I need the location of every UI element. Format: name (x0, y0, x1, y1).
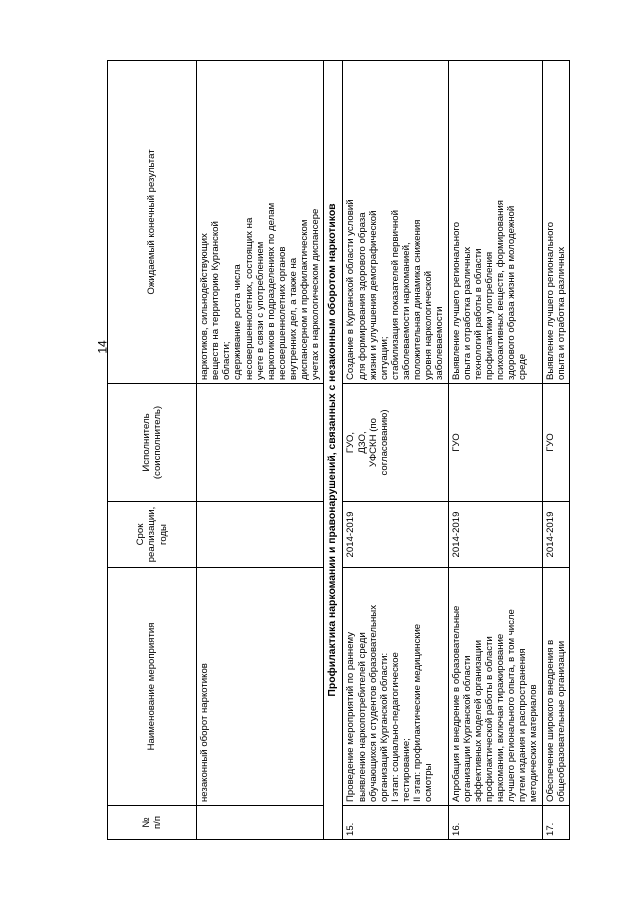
text-line: наркотиков, сильнодействующих (199, 233, 210, 380)
cell-term: 2014-2019 (542, 502, 569, 568)
text-line: здорового образа жизни в молодежной (506, 205, 518, 380)
text-line: ГУО (450, 433, 462, 452)
text-line: области; (221, 341, 233, 380)
text-line: I этап: социально-педагогическое (389, 652, 401, 802)
text-line: учетах в наркологическом диспансере (310, 208, 322, 380)
cell-term: 2014-2019 (448, 502, 542, 568)
cell-result (542, 61, 569, 384)
text-line: психоактивных веществ, формирования (495, 200, 507, 380)
text-line: организаций Курганской области: (378, 652, 390, 802)
text-line: веществ на территорию Курганской (210, 221, 222, 380)
cell-name (448, 568, 542, 806)
text-line: методических материалов (528, 684, 540, 802)
page-number: 14 (95, 340, 110, 354)
text-line: учете в связи с употреблением (254, 241, 266, 380)
section-title: Профилактика наркомании и правонарушений, связанных с незаконным оборотом наркотиков (324, 61, 343, 840)
plan-table (107, 60, 570, 840)
cell-result (448, 61, 542, 384)
cell-result (343, 61, 448, 384)
cell-exec (448, 384, 542, 502)
text-line: путем издания и распространения (517, 648, 529, 802)
text-line: профилактической работы в области (483, 636, 495, 802)
cell-num: 15. (343, 806, 448, 840)
text-line: ГУО (544, 433, 556, 452)
text-line: ДЗО, (356, 431, 368, 454)
header-result: Ожидаемый конечный результат (108, 61, 197, 384)
text-line: Апробация и внедрение в образовательные (450, 605, 462, 802)
cell-num: 17. (542, 806, 569, 840)
text-line: сдерживание роста числа (232, 264, 244, 380)
cell-num: 16. (448, 806, 542, 840)
text-line: несовершеннолетних органов (276, 246, 288, 380)
table-row (542, 61, 569, 840)
text-line: заболеваемости наркоманией, (401, 242, 413, 380)
cell-result (197, 61, 324, 384)
section-row (324, 61, 343, 840)
cell-term: 2014-2019 (343, 502, 448, 568)
text-line: Создание в Курганской области условий (345, 199, 357, 380)
text-line: тестирование; (401, 738, 413, 802)
text-line: технологий работы в области (472, 248, 484, 380)
text-line: опыта и отработка различных (555, 246, 567, 380)
header-num: № п/п (108, 806, 197, 840)
text-line: общеобразовательные организации (555, 640, 567, 802)
cell-exec (343, 384, 448, 502)
table-row (448, 61, 542, 840)
text-line: организации Курганской области (461, 655, 473, 802)
text-line: обучающихся и студентов образовательных (367, 605, 379, 802)
cell-name (542, 568, 569, 806)
table-row-continuation (197, 61, 324, 840)
text-line: заболеваемости (434, 306, 446, 380)
text-line: осмотры (423, 763, 435, 802)
header-name: Наименование мероприятия (108, 568, 197, 806)
text-line: лучшего регионального опыта, в том числе (506, 609, 518, 802)
text-line: диспансерном и профилактическом (299, 219, 311, 380)
text-line: Проведение мероприятий по раннему (345, 631, 357, 802)
cell-num (197, 806, 324, 840)
table-body (343, 61, 569, 840)
text-line: эффективных моделей организации (472, 639, 484, 802)
text-line: наркомании, включая тиражирование (495, 633, 507, 802)
text-line: II этап: профилактические медицинские (412, 623, 424, 802)
header-exec: Исполнитель (соисполнитель) (108, 384, 197, 502)
cell-exec (197, 384, 324, 502)
table-row (343, 61, 448, 840)
text-line: несовершеннолетних, состоящих на (243, 217, 255, 380)
cell-term (197, 502, 324, 568)
text-line: жизни и улучшения демографической (367, 210, 379, 380)
text-line: УФСКН (по согласованию) (367, 409, 390, 476)
text-line: наркотиков в подразделениях по делам (265, 202, 277, 380)
text-line: выявлению наркопотребителей среди (356, 632, 368, 802)
text-line: опыта и отработка различных (461, 246, 473, 380)
text-line: для формирования здорового образа (356, 212, 368, 380)
rotated-table-container (107, 60, 567, 840)
table-header-row (108, 61, 197, 840)
text-line: стабилизация показателей первичной (389, 210, 401, 380)
cell-name (343, 568, 448, 806)
cell-exec (542, 384, 569, 502)
text-line: профилактики употребления (483, 251, 495, 380)
text-line: уровня наркологической (423, 270, 435, 380)
text-line: Выявление лучшего регионального (544, 221, 556, 380)
text-line: Обеспечение широкого внедрения в (544, 639, 556, 802)
header-term: Срок реализации, годы (108, 502, 197, 568)
text-line: положительная динамика снижения (412, 219, 424, 380)
text-line: среде (517, 353, 529, 380)
text-line: ситуации; (378, 336, 390, 380)
text-line: Выявление лучшего регионального (450, 221, 462, 380)
cell-name: незаконный оборот наркотиков (197, 568, 324, 806)
text-line: внутренних дел, а также на (288, 257, 299, 380)
text-line: ГУО, (345, 431, 357, 454)
